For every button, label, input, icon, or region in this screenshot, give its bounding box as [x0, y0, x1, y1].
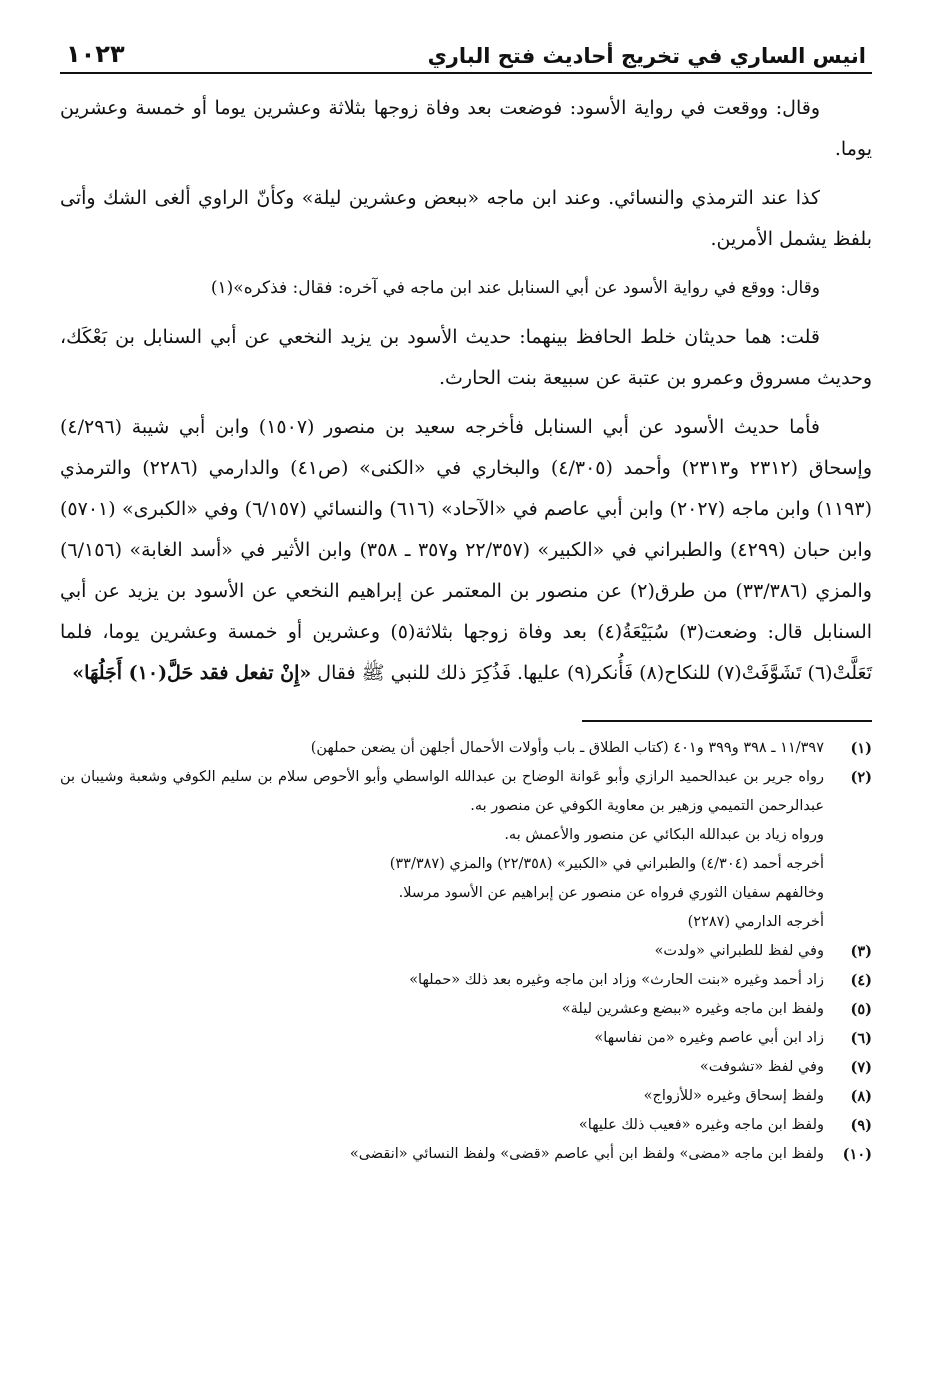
footnote-8 — [60, 1082, 872, 1111]
footnote-2-line-3: أخرجه أحمد (٤/٣٠٤) والطبراني في «الكبير» (٢٢/٣٥٨) والمزي (٣٣/٣٨٧) — [389, 856, 824, 872]
paragraph-2: كذا عند الترمذي والنسائي. وعند ابن ماجه «ببعض وعشرين ليلة» وكأنّ الراوي ألغى الشك وأتى بلفظ يشمل الأمرين. — [60, 187, 872, 250]
footnote-number: (٩) — [850, 1117, 872, 1134]
footnote-text: ولفظ ابن ماجه وغيره «ببضع وعشرين ليلة» — [561, 1001, 824, 1017]
footnote-text: زاد أحمد وغيره «بنت الحارث» وزاد ابن ماجه وغيره بعد ذلك «حملها» — [409, 972, 824, 988]
footnote-text: ولفظ إسحاق وغيره «للأزواج» — [643, 1088, 824, 1104]
footnote-text: رواه جرير بن عبدالحميد الرازي وأبو عَوانة الوضاح بن عبدالله الواسطي وأبو الأحوص سلام بن سليم الكوفي وشعبة وشيبان بن عبدالرحمن التميمي وزهير بن معاوية الكوفي عن منصور به. — [60, 769, 824, 814]
footnote-text: وفي لفظ «تشوفت» — [699, 1059, 824, 1075]
paragraph-5-text: فأما حديث الأسود عن أبي السنابل فأخرجه سعيد بن منصور (١٥٠٧) وابن أبي شيبة (٤/٢٩٦) وإسحاق (٢٣١٢ و٢٣١٣) وأحمد (٤/٣٠٥) والبخاري في «الكنى» (ص٤١) والدارمي (٢٢٨٦) والترمذي (١١٩٣) وابن ماجه (٢٠٢٧) وابن أبي عاصم في «الآحاد» (٦١٦) والنسائي (٦/١٥٧) وفي «الكبرى» (٥٧٠١) وابن حبان (٤٢٩٩) والطبراني في «الكبير» (٢٢/٣٥٧ و٣٥٧ ـ ٣٥٨) وابن الأثير في «أسد الغابة» (٦/١٥٦) والمزي (٣٣/٣٨٦) من طرق(٢) عن منصور بن المعتمر عن إبراهيم النخعي عن الأسود بن يزيد عن أبي السنابل قال: وضعت(٣) سُبَيْعَةُ(٤) بعد وفاة زوجها بثلاثة(٥) وعشرين أو خمسة وعشرين يوما، فلما تَعَلَّتْ(٦) تَشَوَّفَتْ(٧) للنكاح(٨) فَأُنكر(٩) عليها. فَذُكِرَ ذلك للنبي ﷺ فقال — [60, 416, 873, 684]
footnote-2-line-2: ورواه زياد بن عبدالله البكائي عن منصور والأعمش به. — [504, 827, 824, 843]
footnote-4 — [60, 966, 872, 995]
hadith-quote: «إِنْ تفعل فقد حَلَّ(١٠) أَجَلُهَا» — [72, 662, 312, 684]
footnote-text: زاد ابن أبي عاصم وغيره «من نفاسها» — [594, 1030, 824, 1046]
main-text — [60, 88, 872, 694]
footnote-number: (٣) — [850, 943, 872, 960]
document-page — [60, 30, 872, 1360]
page-header — [60, 30, 872, 74]
footnote-6 — [60, 1024, 872, 1053]
footnote-number: (٨) — [850, 1088, 872, 1105]
footnote-number: (٦) — [850, 1030, 872, 1047]
footnote-text: وفي لفظ للطبراني «ولدت» — [654, 943, 824, 959]
footnote-2 — [60, 763, 872, 821]
footnote-separator — [582, 720, 872, 722]
footnote-number: (١) — [850, 740, 872, 757]
footnote-2-line-4: وخالفهم سفيان الثوري فرواه عن منصور عن إبراهيم عن الأسود مرسلا. — [398, 885, 824, 901]
footnote-number: (١٠) — [842, 1146, 872, 1163]
paragraph-4: قلت: هما حديثان خلط الحافظ بينهما: حديث الأسود بن يزيد النخعي عن أبي السنابل بن بَعْكَك، وحديث مسروق وعمرو بن عتبة عن سبيعة بنت الحارث. — [60, 326, 872, 389]
footnote-number: (٢) — [850, 769, 872, 786]
page-number: ١٠٢٣ — [66, 40, 125, 68]
book-title: انيس الساري في تخريج أحاديث فتح الباري — [427, 44, 866, 68]
paragraph-5 — [60, 407, 872, 694]
footnote-5 — [60, 995, 872, 1024]
footnote-text: ١١/٣٩٧ ـ ٣٩٨ و٣٩٩ و٤٠١ (كتاب الطلاق ـ باب وأولات الأحمال أجلهن أن يضعن حملهن) — [310, 740, 824, 756]
paragraph-1: وقال: ووقعت في رواية الأسود: فوضعت بعد وفاة زوجها بثلاثة وعشرين يوما أو خمسة وعشرين يوما. — [60, 97, 872, 160]
footnote-number: (٧) — [850, 1059, 872, 1076]
footnote-3 — [60, 937, 872, 966]
footnote-2-line-5: أخرجه الدارمي (٢٢٨٧) — [687, 914, 824, 930]
paragraph-3: وقال: ووقع في رواية الأسود عن أبي السنابل عند ابن ماجه في آخره: فقال: فذكره»(١) — [210, 278, 820, 298]
footnote-7 — [60, 1053, 872, 1082]
footnote-1 — [60, 734, 872, 763]
footnote-number: (٤) — [850, 972, 872, 989]
footnote-9 — [60, 1111, 872, 1140]
footnote-10 — [60, 1140, 872, 1169]
footnote-number: (٥) — [850, 1001, 872, 1018]
footnote-text: ولفظ ابن ماجه وغيره «فعيب ذلك عليها» — [578, 1117, 824, 1133]
footnotes — [60, 734, 872, 1169]
footnote-text: ولفظ ابن ماجه «مضى» ولفظ ابن أبي عاصم «قضى» ولفظ النسائي «انقضى» — [349, 1146, 824, 1162]
